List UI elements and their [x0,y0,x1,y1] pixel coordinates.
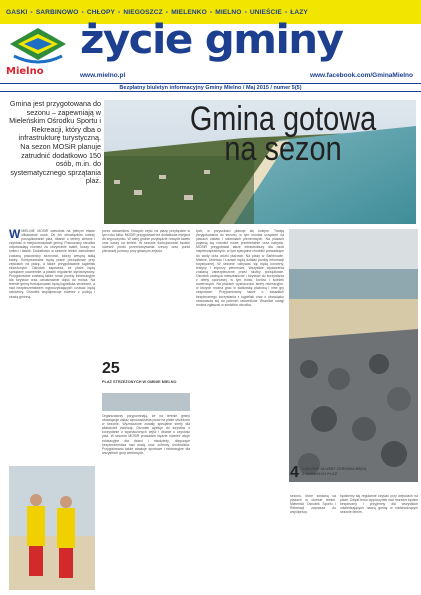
article-lead: Gmina jest przygotowana do sezonu – zapewniają w Mieleńskim Ośrodku Sportu i Rekreacji, który dba o infrastrukturę turystyczną. Na sezon MOSiR planuje zatrudnić dodatkowo 150 osób, m.in. do systematycznego sprzątania plaż. [9,99,101,186]
facebook-link[interactable]: www.facebook.com/GminaMielno [309,72,413,79]
place-item: UNIEŚCIE [249,8,282,16]
stat-number-2: 4 [290,464,299,481]
article-column-2b: Organizatorzy przypominają, że na terenie gminy obowiązuje zakaz wprowadzania psów na plaże strzeżone w sezonie. Wyznaczone zostały specjalne strefy dla właścicieli zwierząt. Ośrodek apeluje do turystów o korzystanie z wyznaczonych zejść i dbanie o czystość plaż. W sezonie MOSiR prowadzić będzie również akcje edukacyjne dla dzieci i młodzieży, dotyczące bezpieczeństwa nad wodą oraz ochrony środowiska. Przygotowano także atrakcje sportowe i rekreacyjne dla wszystkich grup wiekowych. [102,414,190,455]
place-item: CHŁOPY [86,8,115,16]
stat-number: 25 [102,360,120,377]
small-photo [102,393,190,411]
bulletin-info: Bezpłatny biuletyn informacyjny Gminy Mielno / Maj 2015 / numer 5(5) [0,83,421,92]
article-column-4: sezonu, które zostaną na plażach w okresie letnim. Mieleński Ośrodek Sportu i Rekreacji zaprasza do współpracy. [290,494,336,515]
breakwater-photo [289,229,418,482]
website-link[interactable]: www.mielno.pl [80,72,126,79]
logo-text: Mielno [6,66,44,77]
stat-caption-2: SIEDZIBY SŁUŻBY ZDROWIA BĘDĄ Z GMINNYCH PLAŻ [302,467,367,476]
drop-cap: W [9,229,21,241]
article-column-5: będziemy się regularnie czyścić przy wejściach na plaże. Dzięki temu wypoczynek nad morzem będzie bezpieczny i przyjemny dla wszystkich odwiedzających naszą gminę w nadchodzącym sezonie letnim. [340,494,418,515]
article-headline: Gmina gotowa na sezon [189,100,377,168]
place-item: SARBINOWO [35,8,79,16]
masthead-title: życie gminy [80,17,343,63]
article-column-3: tych, w przyszłości planuje się kolejne. Trwają przygotowania do sezonu, w tym montaż urządzeń na placach zabaw i siłowniach plenerowych. Na plażach pojawią się również nowe przebieralnie oraz natryski. MOSiR przygotował także infrastrukturę dla osób niepełnosprawnych, w tym specjalne chodniki prowadzące do wody oraz wózki plażowe. Na plaży w Sarbinowie, Mielnie, Unieściu i Łazach będą działać punkty informacji turystycznej. W sezonie odbywać się będą koncerty, festyny i imprezy plenerowe. Wszystkie wydarzenia zostaną zabezpieczone przez służby porządkowe. Ośrodek zachęca mieszkańców i turystów do korzystania z oferty sportowej, w tym boisk, kortów i ścieżek rowerowych. Na plażach wyznaczono strefy rekreacyjne, w których można grać w siatkówkę plażową i inne gry zespołowe. Przypominamy także o zasadach bezpiecznego korzystania z kąpielisk oraz o obowiązku stosowania się do poleceń ratowników. Wszelkie uwagi można zgłaszać w siedzibie ośrodka. [196,229,284,307]
article-column-1: W MIELNIE MOSiR zatrudnia na pełnym etacie kilkanaście osób. Do ich obowiązków należy porządkowanie plaż, dbanie o tereny zielone i czystość w miejscowościach gminy. Pracownicy ośrodka odpowiadają również za utrzymanie toalet, koszy na śmieci i ławek. Dodatkowo w sezonie letnim zatrudnieni zostaną pracownicy sezonowi, którzy wesprą stałą kadrę. Kontynuowane będą prace porządkowe przy zejściach na plażę, a także przygotowanie kąpielisk strzeżonych. Ośrodek zapewnia, że plaże będą sprzątane codziennie, a piasek regularnie wyrównywany. Przygotowane zostaną także nowe punkty informacyjne dla turystów oraz oznakowanie dojść do morza. Na terenie gminy funkcjonować będą kąpieliska strzeżone, a nad bezpieczeństwem wypoczywających czuwać będą ratownicy. Ośrodek współpracuje również z policją i strażą gminną. [9,229,95,299]
place-item: GASKI [6,8,28,16]
stat-caption: PLAŻ STRZEŻONYCH W GMINIE MIELNO [102,380,177,384]
place-item: ŁAZY [290,8,308,16]
place-item: NIEGOSZCZ [123,8,163,16]
places-list: GASKI • SARBINOWO • CHŁOPY • NIEGOSZCZ • MIELENKO • MIELNO • UNIEŚCIE • ŁAZY [6,8,308,16]
article-column-2: przez ratowników. Nowych zejść na plażę przybędzie w tym roku kilka. MOSiR przygotował też dodatkowe miejsca do wypoczynku. W całej gminie przybędzie nowych ławek oraz koszy na śmieci. W sezonie funkcjonować będzie również punkt przechowywania rzeczy oraz punkt pierwszej pomocy przy głównym zejściu. [102,229,190,254]
place-item: MIELNO [215,8,242,16]
lifeguards-photo [9,466,95,590]
place-item: MIELENKO [171,8,207,16]
